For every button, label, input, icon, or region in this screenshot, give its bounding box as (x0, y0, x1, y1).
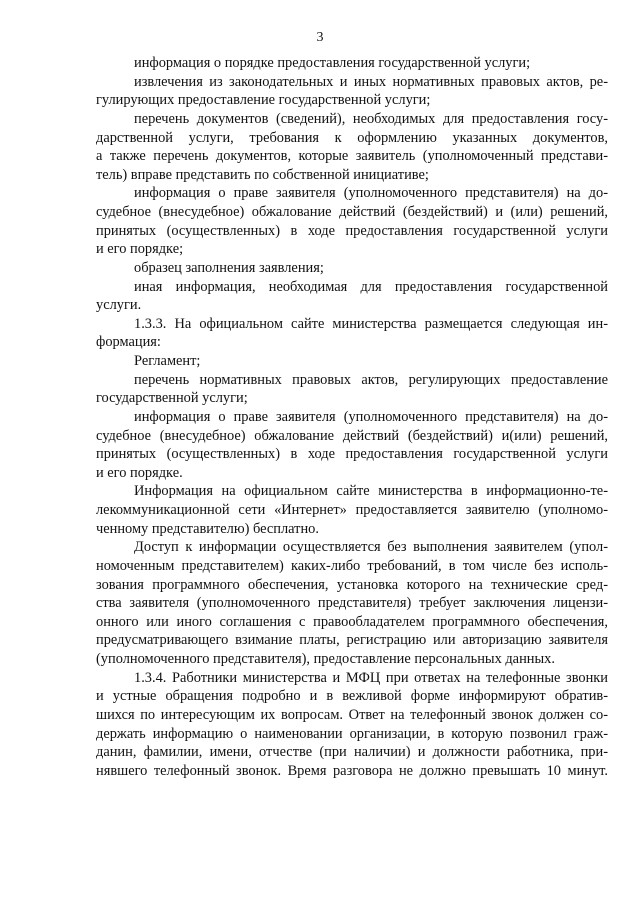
text-line: государственной услуги; (96, 390, 248, 407)
text-line: (уполномоченного представителя), предоставление персональных данных. (96, 651, 555, 667)
text-line: перечень документов (сведений), необходимых для предоставления госу- (134, 110, 608, 127)
text-line: держать информацию о наименовании организации, в которую позвонил граж- (96, 725, 608, 742)
text-line: образец заполнения заявления; (134, 259, 324, 276)
text-line: и устные обращения подробно и в вежливой форме информируют обратив- (96, 688, 608, 705)
text-line: тель) вправе представить по собственной инициативе; (96, 166, 429, 183)
text-line: шихся по интересующим их вопросам. Ответ на телефонный звонок должен со- (96, 706, 608, 723)
text-line: предусматривающего взимание платы, регистрацию или авторизацию заявителя (96, 632, 608, 649)
text-line: услуги. (96, 297, 142, 314)
text-line: информация о порядке предоставления государственной услуги; (134, 55, 531, 71)
text-line: принятых (осуществленных) в ходе предоставления государственной услуги (96, 446, 608, 463)
text-line: гулирующих предоставление государственной услуги; (96, 92, 431, 109)
text-line: информация о праве заявителя (уполномоченного представителя) на до- (134, 185, 608, 202)
text-line: онного или иного соглашения с правообладателем программного обеспечения, (96, 613, 608, 630)
text-line: 1.3.3. На официальном сайте министерства размещается следующая ин- (134, 315, 608, 332)
text-line: ства заявителя (уполномоченного представителя) требует заключения лицензи- (96, 595, 608, 612)
text-line: судебное (внесудебное) обжалование действий (бездействий) и (или) решений, (96, 204, 608, 220)
text-line: зования программного обеспечения, установка которого на технические сред- (96, 576, 608, 593)
text-line: Информация на официальном сайте министерства в информационно-те- (134, 483, 608, 500)
text-line: номоченным представителем) каких-либо требований, в том числе без исполь- (96, 557, 608, 574)
text-line: судебное (внесудебное) обжалование действий (бездействий) и(или) решений, (96, 427, 608, 444)
text-line: 1.3.4. Работники министерства и МФЦ при ответах на телефонные звонки (134, 669, 608, 686)
text-line: лекоммуникационной сети «Интернет» предоставляется заявителю (уполномо- (96, 502, 608, 518)
document-body (96, 54, 608, 780)
text-line: принятых (осуществленных) в ходе предоставления государственной услуги (96, 222, 608, 239)
page-number: 3 (316, 30, 324, 45)
text-line: а также перечень документов, которые заявитель (уполномоченный представи- (96, 148, 608, 165)
text-line: иная информация, необходимая для предоставления государственной (134, 278, 608, 295)
text-line: ченному представителю) бесплатно. (96, 520, 319, 537)
text-line: Доступ к информации осуществляется без выполнения заявителем (упол- (134, 539, 608, 556)
text-line: информация о праве заявителя (уполномоченного представителя) на до- (134, 408, 608, 425)
text-line: Регламент; (134, 353, 201, 369)
text-line: и его порядке. (96, 464, 183, 481)
text-line: дарственной услуги, требования к оформлению указанных документов, (96, 129, 608, 146)
text-line: данин, фамилии, имени, отчестве (при наличии) и должности работника, при- (96, 744, 608, 761)
text-line: перечень нормативных правовых актов, регулирующих предоставление (134, 371, 608, 388)
text-line: нявшего телефонный звонок. Время разговора не должно превышать 10 минут. (96, 762, 608, 779)
text-line: формация: (96, 334, 161, 351)
text-line: и его порядке; (96, 241, 184, 258)
text-line: извлечения из законодательных и иных нормативных правовых актов, ре- (134, 73, 608, 90)
